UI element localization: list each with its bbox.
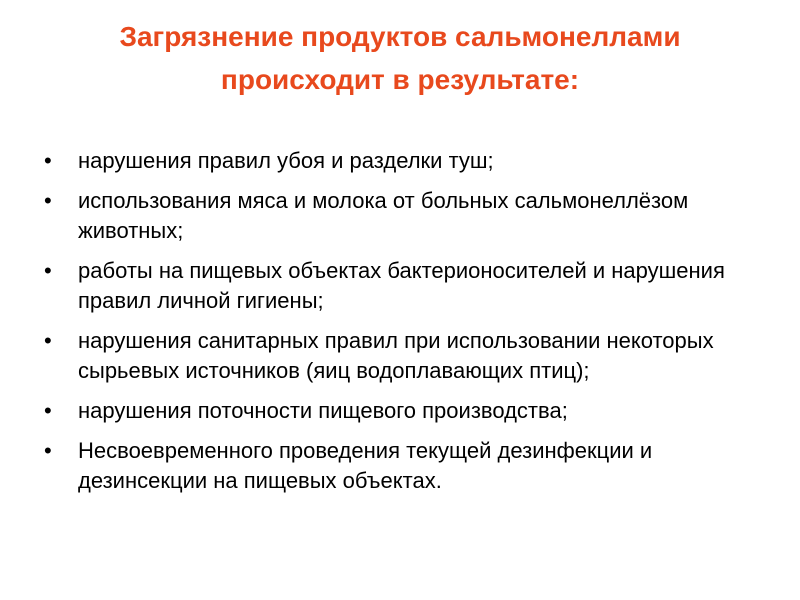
slide-title: Загрязнение продуктов сальмонеллами происходит в результате:	[119, 21, 681, 95]
list-item-text: Несвоевременного проведения текущей дезинфекции и дезинсекции на пищевых объектах.	[78, 438, 653, 493]
bullet-icon: •	[44, 438, 52, 463]
list-item-text: нарушения правил убоя и разделки туш;	[78, 148, 494, 173]
bullet-icon: •	[44, 398, 52, 423]
list-item	[44, 146, 764, 176]
list-item-text: нарушения поточности пищевого производства;	[78, 398, 568, 423]
bullet-icon: •	[44, 328, 52, 353]
list-item	[44, 326, 764, 386]
list-item	[44, 186, 764, 246]
bullet-icon: •	[44, 258, 52, 283]
bullet-icon: •	[44, 188, 52, 213]
list-item	[44, 436, 764, 496]
list-item-text: использования мяса и молока от больных сальмонеллёзом животных;	[78, 188, 689, 243]
list-item-text: нарушения санитарных правил при использовании некоторых сырьевых источников (яиц водоплавающих птиц);	[78, 328, 714, 383]
list-item	[44, 256, 764, 316]
bullet-list	[44, 146, 764, 506]
bullet-icon: •	[44, 148, 52, 173]
list-item-text: работы на пищевых объектах бактерионосителей и нарушения правил личной гигиены;	[78, 258, 725, 313]
list-item	[44, 396, 764, 426]
